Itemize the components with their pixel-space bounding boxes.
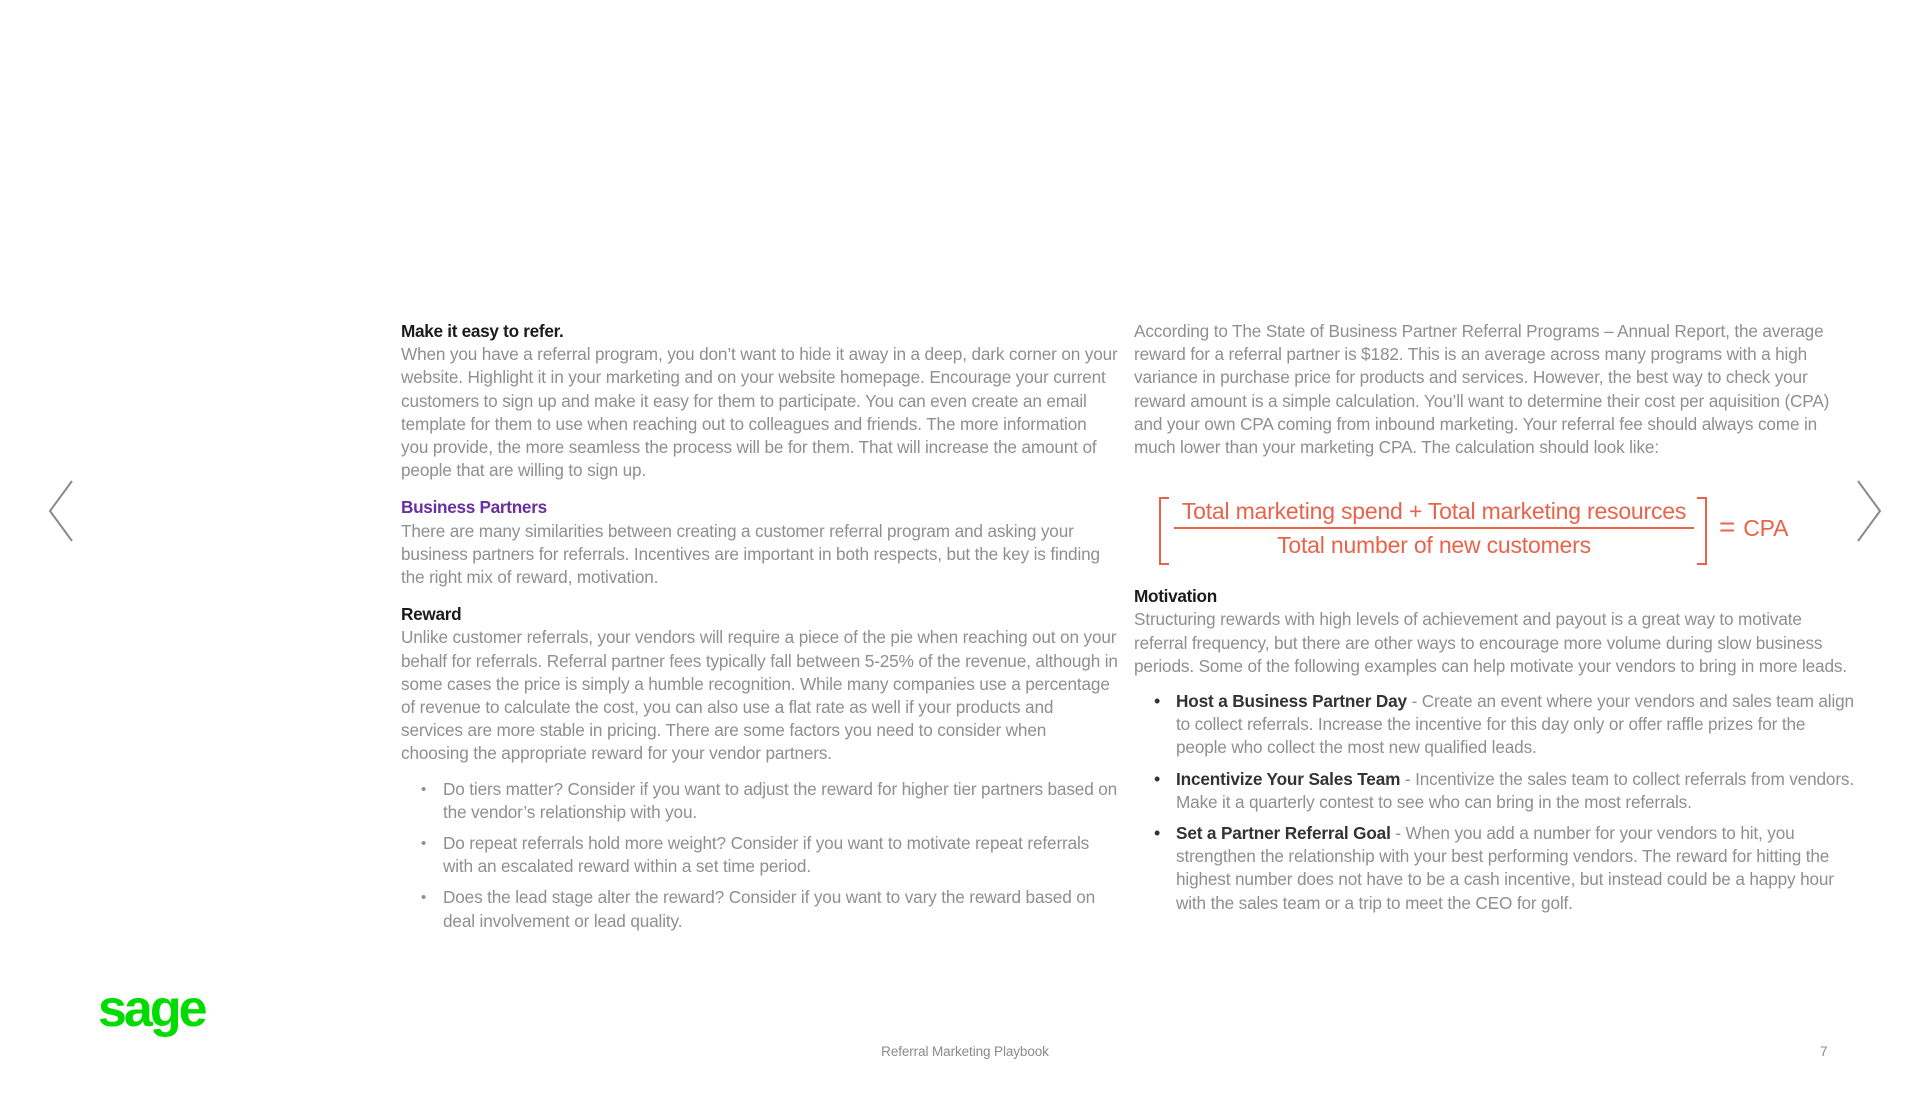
section-motivation	[1134, 585, 1854, 915]
paragraph-motivation: Structuring rewards with high levels of achievement and payout is a great way to motivate referral frequency, but there are other ways to encourage more volume during slow business periods. Some of the following examples can help motivate your vendors to bring in more leads.	[1134, 609, 1847, 676]
chevron-left-icon	[46, 478, 80, 544]
formula-numerator: Total marketing spend + Total marketing resources	[1174, 495, 1694, 529]
left-column	[401, 320, 1118, 947]
formula-denominator: Total number of new customers	[1277, 532, 1591, 559]
formula-fraction	[1174, 495, 1694, 561]
heading-reward: Reward	[401, 604, 462, 625]
list-item-term: Host a Business Partner Day	[1176, 691, 1407, 712]
formula-equals-sign: =	[1719, 511, 1736, 543]
chevron-right-icon	[1850, 478, 1884, 544]
right-column	[1134, 320, 1854, 929]
page-number: 7	[1820, 1044, 1828, 1059]
list-item-text: - Incentivize the sales team to collect referrals from vendors. Make it a quarterly contest to see who can bring in the most referrals.	[1176, 768, 1854, 812]
paragraph-make-it-easy: When you have a referral program, you don’t want to hide it away in a deep, dark corner on your website. Highlight it in your marketing and on your website homepage. Encourage your current customers to sign up and make it easy for them to participate. You can even create an email template for them to use when reaching out to colleagues and friends. The more information you provide, the more seamless the process will be for them. That will increase the amount of people that are willing to sign up.	[401, 344, 1118, 481]
heading-business-partners: Business Partners	[401, 497, 547, 518]
heading-make-it-easy: Make it easy to refer.	[401, 321, 564, 341]
list-item	[1176, 822, 1854, 915]
formula-right-bracket	[1697, 497, 1707, 565]
svg-text:sage: sage	[98, 990, 205, 1038]
next-page-button[interactable]	[1850, 478, 1884, 544]
formula-result	[1719, 511, 1788, 544]
paragraph-cpa-intro: According to The State of Business Partner Referral Programs – Annual Report, the average reward for a referral partner is $182. This is an average across many programs with a high variance in purchase price for products and services. However, the best way to check your reward amount is a simple calculation. You’ll want to determine their cost per aquisition (CPA) and your own CPA coming from inbound marketing. Your referral fee should always come in much lower than your marketing CPA. The calculation should look like:	[1134, 321, 1830, 458]
previous-page-button[interactable]	[46, 478, 80, 544]
paragraph-reward: Unlike customer referrals, your vendors will require a piece of the pie when reaching out on your behalf for referrals. Referral partner fees typically fall between 5-25% of the revenue, although in some cases the price is simply a humble recognition. While many companies use a percentage of revenue to calculate the cost, you can also use a flat rate as well if your products and services are more stable in pricing. There are some factors you need to consider when choosing the appropriate reward for your vendor partners.	[401, 627, 1118, 764]
list-item	[1176, 768, 1854, 814]
list-item: • Do repeat referrals hold more weight? Consider if you want to motivate repeat referrals with an escalated reward within a set time period.	[443, 832, 1118, 878]
section-make-it-easy	[401, 320, 1118, 482]
reward-factor-list	[401, 778, 1118, 933]
list-item-text: - When you add a number for your vendors to hit, you strengthen the relationship with your best performing vendors. The reward for hitting the highest number does not have to be a cash incentive, but instead could be a happy hour with the sales team or a trip to meet the CEO for golf.	[1176, 823, 1834, 913]
section-business-partners	[401, 496, 1118, 589]
list-item-term: Incentivize Your Sales Team	[1176, 768, 1401, 789]
list-item: • Do tiers matter? Consider if you want to adjust the reward for higher tier partners based on the vendor’s relationship with you.	[443, 778, 1118, 824]
heading-motivation: Motivation	[1134, 586, 1217, 607]
formula-left-bracket	[1159, 497, 1169, 565]
list-item-term: Set a Partner Referral Goal	[1176, 823, 1391, 844]
paragraph-business-partners: There are many similarities between creating a customer referral program and asking your business partners for referrals. Incentives are important in both respects, but the key is finding the right mix of reward, motivation.	[401, 520, 1100, 588]
motivation-list	[1134, 690, 1854, 915]
sage-logo	[98, 990, 218, 1050]
footer-document-title: Referral Marketing Playbook	[881, 1044, 1049, 1059]
section-reward	[401, 603, 1118, 933]
formula-result-label: CPA	[1743, 515, 1789, 542]
list-item: • Does the lead stage alter the reward? Consider if you want to vary the reward based on deal involvement or lead quality.	[443, 886, 1118, 932]
list-item-text: - Create an event where your vendors and sales team align to collect referrals. Increase the incentive for this day only or offer raffle prizes for the people who collect the most new qualified leads.	[1176, 691, 1854, 758]
list-item	[1176, 690, 1854, 760]
sage-logo-icon	[98, 990, 218, 1050]
cpa-formula	[1134, 495, 1854, 585]
